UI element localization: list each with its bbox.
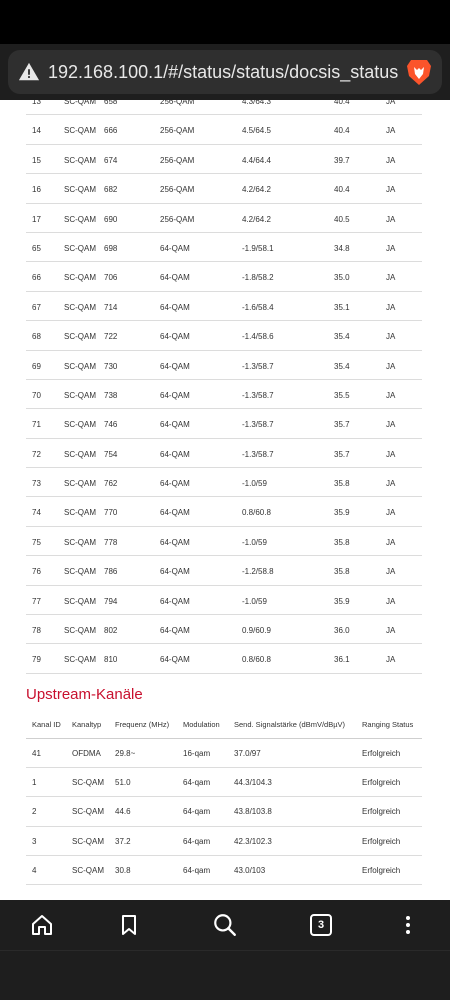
cell-type: SC-QAM <box>72 778 104 788</box>
cell-power: 0.9/60.9 <box>242 626 271 636</box>
header-channel-type: Kanaltyp <box>72 720 102 729</box>
cell-locked: JA <box>386 273 396 283</box>
table-row <box>26 321 422 350</box>
cell-id: 67 <box>32 302 41 312</box>
cell-type: OFDMA <box>72 749 101 758</box>
cell-power: 43.8/103.8 <box>234 807 272 817</box>
cell-power: -1.0/59 <box>242 479 267 489</box>
cell-type: SC-QAM <box>64 596 96 606</box>
cell-locked: JA <box>386 567 396 577</box>
cell-id: 16 <box>32 185 41 195</box>
cell-locked: JA <box>386 214 396 224</box>
cell-type: SC-QAM <box>64 655 96 665</box>
cell-locked: JA <box>386 508 396 518</box>
cell-id: 78 <box>32 626 41 636</box>
table-row <box>26 174 422 203</box>
cell-power: -1.3/58.7 <box>242 449 274 459</box>
cell-id: 76 <box>32 567 41 577</box>
cell-freq: 706 <box>104 273 118 283</box>
cell-power: 4.3/64.3 <box>242 100 271 106</box>
cell-locked: JA <box>386 155 396 165</box>
cell-mod: 256-QAM <box>160 214 195 224</box>
cell-power: 4.2/64.2 <box>242 214 271 224</box>
browser-toolbar <box>0 44 450 100</box>
bookmark-icon <box>117 913 141 937</box>
tabs-button[interactable] <box>306 910 336 940</box>
table-row <box>26 856 422 885</box>
home-icon <box>30 913 54 937</box>
cell-freq: 658 <box>104 100 118 106</box>
cell-type: SC-QAM <box>64 185 96 195</box>
cell-id: 73 <box>32 479 41 489</box>
cell-type: SC-QAM <box>64 449 96 459</box>
cell-freq: 746 <box>104 420 118 430</box>
cell-freq: 51.0 <box>115 778 131 788</box>
header-modulation: Modulation <box>183 720 220 729</box>
table-row <box>26 115 422 144</box>
cell-power: 37.0/97 <box>234 749 261 758</box>
header-frequency: Frequenz (MHz) <box>115 720 170 729</box>
table-row <box>26 644 422 673</box>
cell-power: 43.0/103 <box>234 865 266 875</box>
table-row <box>26 100 422 115</box>
cell-mod: 64-qam <box>183 865 211 875</box>
cell-power: -1.3/58.7 <box>242 361 274 371</box>
table-row <box>26 768 422 797</box>
cell-freq: 722 <box>104 332 118 342</box>
table-row <box>26 145 422 174</box>
cell-mod: 16-qam <box>183 749 211 758</box>
cell-snr: 34.8 <box>334 243 350 253</box>
more-icon <box>396 913 420 937</box>
cell-freq: 44.6 <box>115 807 131 817</box>
cell-freq: 29.8~ <box>115 749 136 758</box>
url-text[interactable]: 192.168.100.1/#/status/status/docsis_status <box>48 61 399 82</box>
cell-freq: 730 <box>104 361 118 371</box>
cell-locked: JA <box>386 126 396 136</box>
cell-type: SC-QAM <box>64 243 96 253</box>
cell-id: 71 <box>32 420 41 430</box>
cell-snr: 35.9 <box>334 596 350 606</box>
cell-locked: JA <box>386 626 396 636</box>
cell-id: 1 <box>32 778 37 788</box>
cell-mod: 256-QAM <box>160 100 195 106</box>
cell-type: SC-QAM <box>64 567 96 577</box>
cell-locked: JA <box>386 243 396 253</box>
cell-power: -1.3/58.7 <box>242 390 274 400</box>
cell-type: SC-QAM <box>64 100 96 106</box>
cell-snr: 40.4 <box>334 126 350 136</box>
cell-id: 13 <box>32 100 41 106</box>
table-row <box>26 739 422 768</box>
cell-mod: 64-QAM <box>160 626 190 636</box>
cell-locked: JA <box>386 537 396 547</box>
cell-mod: 256-QAM <box>160 126 195 136</box>
cell-power: 44.3/104.3 <box>234 778 272 788</box>
more-menu-button[interactable] <box>393 910 423 940</box>
cell-snr: 39.7 <box>334 155 350 165</box>
cell-power: -1.2/58.8 <box>242 567 274 577</box>
cell-locked: JA <box>386 302 396 312</box>
table-row <box>26 827 422 856</box>
table-row <box>26 262 422 291</box>
cell-id: 69 <box>32 361 41 371</box>
cell-power: -1.8/58.2 <box>242 273 274 283</box>
browser-bottom-bar <box>0 900 450 950</box>
cell-power: 0.8/60.8 <box>242 655 271 665</box>
cell-snr: 35.9 <box>334 508 350 518</box>
cell-id: 66 <box>32 273 41 283</box>
cell-mod: 64-QAM <box>160 361 190 371</box>
cell-mod: 64-QAM <box>160 596 190 606</box>
cell-ranging: Erfolgreich <box>362 836 401 846</box>
address-bar[interactable] <box>8 50 442 94</box>
cell-locked: JA <box>386 390 396 400</box>
cell-id: 70 <box>32 390 41 400</box>
upstream-section-title: Upstream-Kanäle <box>26 686 143 703</box>
cell-snr: 35.0 <box>334 273 350 283</box>
cell-snr: 35.7 <box>334 420 350 430</box>
cell-snr: 35.1 <box>334 302 350 312</box>
cell-id: 74 <box>32 508 41 518</box>
table-row <box>26 497 422 526</box>
cell-type: SC-QAM <box>64 537 96 547</box>
table-row <box>26 615 422 644</box>
cell-mod: 256-QAM <box>160 185 195 195</box>
cell-ranging: Erfolgreich <box>362 778 401 788</box>
cell-id: 4 <box>32 865 37 875</box>
cell-locked: JA <box>386 420 396 430</box>
cell-snr: 35.4 <box>334 361 350 371</box>
cell-mod: 64-QAM <box>160 479 190 489</box>
cell-type: SC-QAM <box>72 836 104 846</box>
cell-mod: 64-QAM <box>160 243 190 253</box>
cell-snr: 35.7 <box>334 449 350 459</box>
cell-type: SC-QAM <box>64 126 96 136</box>
cell-id: 14 <box>32 126 41 136</box>
table-row <box>26 351 422 380</box>
cell-ranging: Erfolgreich <box>362 749 401 758</box>
cell-mod: 256-QAM <box>160 155 195 165</box>
cell-type: SC-QAM <box>64 508 96 518</box>
home-button[interactable] <box>27 910 57 940</box>
cell-type: SC-QAM <box>64 214 96 224</box>
cell-mod: 64-QAM <box>160 537 190 547</box>
cell-locked: JA <box>386 185 396 195</box>
cell-mod: 64-QAM <box>160 449 190 459</box>
cell-id: 79 <box>32 655 41 665</box>
cell-power: -1.3/58.7 <box>242 420 274 430</box>
cell-mod: 64-QAM <box>160 508 190 518</box>
cell-freq: 778 <box>104 537 118 547</box>
cell-freq: 738 <box>104 390 118 400</box>
cell-id: 75 <box>32 537 41 547</box>
table-row <box>26 233 422 262</box>
cell-power: 4.4/64.4 <box>242 155 271 165</box>
cell-type: SC-QAM <box>72 865 104 875</box>
cell-power: 42.3/102.3 <box>234 836 272 846</box>
cell-id: 17 <box>32 214 41 224</box>
table-row <box>26 380 422 409</box>
cell-id: 65 <box>32 243 41 253</box>
cell-type: SC-QAM <box>64 302 96 312</box>
cell-mod: 64-QAM <box>160 655 190 665</box>
brave-lion-icon[interactable] <box>406 58 432 86</box>
cell-freq: 802 <box>104 626 118 636</box>
cell-mod: 64-qam <box>183 778 211 788</box>
cell-id: 2 <box>32 807 37 817</box>
cell-mod: 64-QAM <box>160 273 190 283</box>
cell-locked: JA <box>386 655 396 665</box>
cell-freq: 786 <box>104 567 118 577</box>
cell-power: -1.4/58.6 <box>242 332 274 342</box>
cell-ranging: Erfolgreich <box>362 807 401 817</box>
header-channel-id: Kanal ID <box>32 720 61 729</box>
table-row <box>26 797 422 826</box>
upstream-table <box>26 710 422 885</box>
cell-type: SC-QAM <box>64 332 96 342</box>
cell-power: -1.0/59 <box>242 596 267 606</box>
cell-locked: JA <box>386 449 396 459</box>
cell-freq: 674 <box>104 155 118 165</box>
cell-freq: 770 <box>104 508 118 518</box>
cell-locked: JA <box>386 361 396 371</box>
cell-snr: 36.1 <box>334 655 350 665</box>
cell-power: -1.6/58.4 <box>242 302 274 312</box>
cell-freq: 714 <box>104 302 118 312</box>
table-row <box>26 527 422 556</box>
cell-type: SC-QAM <box>64 273 96 283</box>
search-button[interactable] <box>210 910 240 940</box>
cell-type: SC-QAM <box>64 479 96 489</box>
cell-locked: JA <box>386 332 396 342</box>
cell-type: SC-QAM <box>64 626 96 636</box>
cell-snr: 40.5 <box>334 214 350 224</box>
table-row <box>26 586 422 615</box>
table-row <box>26 204 422 233</box>
cell-locked: JA <box>386 100 396 106</box>
cell-power: 0.8/60.8 <box>242 508 271 518</box>
cell-freq: 37.2 <box>115 836 131 846</box>
cell-snr: 35.8 <box>334 567 350 577</box>
cell-type: SC-QAM <box>64 420 96 430</box>
cell-id: 77 <box>32 596 41 606</box>
cell-freq: 754 <box>104 449 118 459</box>
system-status-bar <box>0 0 450 44</box>
cell-id: 3 <box>32 836 37 846</box>
cell-freq: 762 <box>104 479 118 489</box>
cell-locked: JA <box>386 596 396 606</box>
upstream-table-header <box>26 710 422 739</box>
cell-freq: 666 <box>104 126 118 136</box>
cell-freq: 682 <box>104 185 118 195</box>
bookmark-button[interactable] <box>114 910 144 940</box>
cell-snr: 40.4 <box>334 185 350 195</box>
cell-freq: 810 <box>104 655 118 665</box>
warning-icon[interactable] <box>18 61 40 83</box>
cell-mod: 64-QAM <box>160 332 190 342</box>
downstream-table <box>26 100 422 674</box>
header-send-power: Send. Signalstärke (dBmV/dBµV) <box>234 720 346 729</box>
table-row <box>26 556 422 585</box>
cell-id: 15 <box>32 155 41 165</box>
cell-power: -1.0/59 <box>242 537 267 547</box>
cell-freq: 690 <box>104 214 118 224</box>
gesture-area <box>0 950 450 1000</box>
cell-mod: 64-QAM <box>160 390 190 400</box>
cell-snr: 36.0 <box>334 626 350 636</box>
cell-type: SC-QAM <box>64 155 96 165</box>
cell-freq: 30.8 <box>115 865 131 875</box>
cell-snr: 35.4 <box>334 332 350 342</box>
cell-mod: 64-QAM <box>160 567 190 577</box>
cell-mod: 64-QAM <box>160 302 190 312</box>
cell-power: 4.2/64.2 <box>242 185 271 195</box>
cell-mod: 64-QAM <box>160 420 190 430</box>
cell-type: SC-QAM <box>64 390 96 400</box>
cell-id: 72 <box>32 449 41 459</box>
cell-locked: JA <box>386 479 396 489</box>
cell-snr: 40.4 <box>334 100 350 106</box>
cell-power: -1.9/58.1 <box>242 243 274 253</box>
table-row <box>26 468 422 497</box>
search-icon <box>212 912 238 938</box>
cell-snr: 35.8 <box>334 479 350 489</box>
tabs-icon: 3 <box>310 914 332 936</box>
table-row <box>26 292 422 321</box>
cell-freq: 698 <box>104 243 118 253</box>
cell-type: SC-QAM <box>72 807 104 817</box>
cell-mod: 64-qam <box>183 836 211 846</box>
cell-power: 4.5/64.5 <box>242 126 271 136</box>
cell-freq: 794 <box>104 596 118 606</box>
cell-type: SC-QAM <box>64 361 96 371</box>
table-row <box>26 409 422 438</box>
table-row <box>26 439 422 468</box>
cell-snr: 35.8 <box>334 537 350 547</box>
page-content <box>0 100 450 900</box>
header-ranging-status: Ranging Status <box>362 720 414 729</box>
cell-id: 68 <box>32 332 41 342</box>
cell-snr: 35.5 <box>334 390 350 400</box>
cell-ranging: Erfolgreich <box>362 865 401 875</box>
cell-mod: 64-qam <box>183 807 211 817</box>
cell-id: 41 <box>32 749 41 758</box>
